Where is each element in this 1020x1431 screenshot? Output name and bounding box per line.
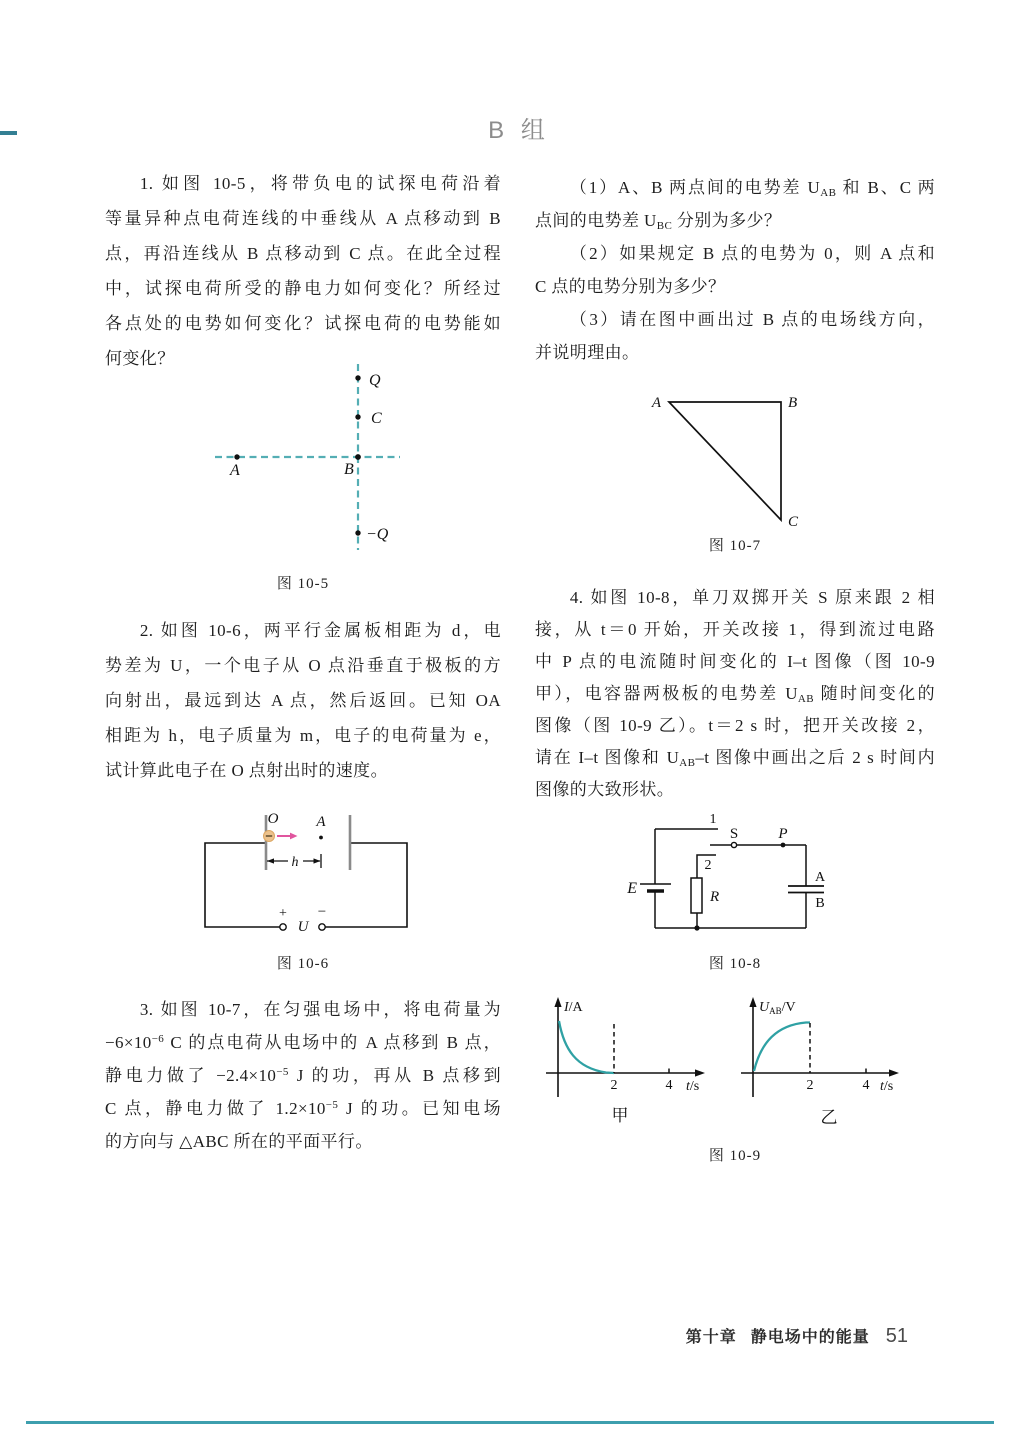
graph1-y-label: I/A: [564, 1000, 583, 1015]
graph2-tick-label-4: 4: [862, 1078, 870, 1093]
text-line: 点间的电势差 $U_{BC}$ 分别为多少？: [535, 211, 782, 232]
label-c: C: [371, 410, 382, 427]
velocity-arrow-head: [290, 833, 298, 840]
text-line: 静电力做了 $-2.4\times 10^{-5}$ J 的功，再从 B 点移到: [105, 1066, 502, 1085]
text-line: 相距为 h，电子质量为 m，电子的电荷量为 e，: [105, 726, 501, 745]
label-q-top: Q: [369, 372, 381, 389]
label-a-fig7: A: [651, 395, 661, 411]
label-p-point: P: [778, 826, 788, 842]
figure-10-5-caption: 图 10-5: [276, 576, 330, 592]
point-charge-negative-dot: [355, 530, 360, 535]
page-footer: [0, 1324, 908, 1348]
text-line: 2. 如图 10-6，两平行金属板相距为 d，电: [139, 621, 501, 640]
text-line: （3）请在图中画出过 B 点的电场线方向，: [569, 310, 935, 329]
figure-10-5: [210, 360, 410, 565]
label-e-battery: E: [627, 880, 637, 897]
resistor: [691, 878, 702, 913]
label-minus: −: [317, 904, 327, 920]
label-contact-2: 2: [704, 858, 712, 873]
text-line: C 点的电势分别为多少？: [535, 277, 726, 296]
graph1-decay-curve: [559, 1021, 614, 1073]
point-a-dot: [234, 454, 239, 459]
point-c-dot: [355, 414, 360, 419]
figure-10-9-caption: 图 10-9: [708, 1148, 762, 1164]
graph2-x-arrow: [889, 1069, 899, 1076]
figure-10-7-caption: 图 10-7: [708, 538, 762, 554]
problem-2-text: [105, 613, 501, 788]
figure-10-8: [620, 810, 850, 945]
point-p-dot: [781, 843, 786, 848]
label-s-switch: S: [729, 826, 739, 842]
label-c-fig7: C: [788, 514, 799, 530]
section-header: B 组: [488, 117, 550, 144]
text-line: 的方向与 △ABC 所在的平面平行。: [105, 1132, 373, 1151]
graph2-y-arrow: [749, 997, 756, 1007]
text-line: 试计算此电子在 O 点射出时的速度。: [105, 761, 388, 780]
problem-3-text: [105, 993, 501, 1158]
figure-10-8-caption: 图 10-8: [708, 956, 762, 972]
point-b-dot: [355, 454, 361, 460]
label-contact-1: 1: [709, 812, 717, 827]
graph2-tick-label-2: 2: [806, 1078, 814, 1093]
sub-questions-text: [535, 171, 935, 369]
label-h: h: [291, 855, 299, 870]
point-charge-positive-dot: [355, 375, 360, 380]
graph1-x-arrow: [695, 1069, 705, 1076]
figure-10-7: [640, 385, 830, 545]
text-line: 点，再沿连线从 B 点移动到 C 点。在此全过程: [105, 244, 501, 263]
figure-10-6: [200, 805, 420, 945]
graph1-y-arrow: [554, 997, 561, 1007]
text-line: 何变化？: [105, 349, 175, 368]
text-line: 请在 I–t 图像和 $U_{AB}-t$ 图像中画出之后 2 s 时间内: [535, 748, 935, 769]
label-q-bottom: −Q: [366, 526, 389, 543]
label-b: B: [344, 461, 354, 478]
graph2-y-label: $U_{AB}/V$: [759, 1000, 796, 1016]
positive-terminal: [280, 924, 286, 930]
graph1-tick-label-4: 4: [665, 1078, 673, 1093]
text-line: $-6\times 10^{-6}$ C 的点电荷从电场中的 A 点移到 B 点，: [105, 1033, 501, 1052]
text-line: 4. 如图 10-8，单刀双掷开关 S 原来跟 2 相: [569, 588, 935, 607]
label-u: U: [297, 919, 309, 935]
text-line: （1）A、B 两点间的电势差 $U_{AB}$ 和 B、C 两: [569, 178, 935, 199]
negative-terminal: [319, 924, 325, 930]
label-r-resistor: R: [710, 889, 720, 905]
text-line: 甲），电容器两极板的电势差 $U_{AB}$ 随时间变化的: [535, 684, 935, 705]
h-arrow-left: [267, 858, 274, 863]
graph1-tick-label-2: 2: [610, 1078, 618, 1093]
wire-left: [205, 843, 280, 927]
footer-chapter-title: 静电场中的能量: [750, 1329, 870, 1346]
label-a-fig6: A: [316, 814, 326, 830]
graph2-x-label: t/s: [880, 1079, 894, 1094]
figure-10-6-caption: 图 10-6: [276, 956, 330, 972]
switch-pivot: [731, 842, 736, 847]
text-line: 向射出，最远到达 A 点，然后返回。已知 OA: [105, 691, 501, 710]
graph1-name: 甲: [611, 1106, 629, 1125]
label-o: O: [267, 811, 279, 827]
point-a-dot-fig6: [319, 836, 323, 840]
label-b-fig7: B: [788, 395, 798, 411]
figure-10-9: [540, 995, 910, 1135]
footer-page-number: 51: [885, 1325, 908, 1347]
text-line: 接，从 t＝0 开始，开关改接 1，得到流过电路: [535, 620, 935, 639]
h-arrow-right: [314, 858, 321, 863]
graph2-rise-curve: [754, 1023, 810, 1072]
text-line: 图像（图 10-9 乙）。t＝2 s 时，把开关改接 2，: [535, 716, 935, 735]
problem-1-text: [105, 166, 501, 376]
label-capacitor-b: B: [815, 896, 825, 911]
problem-4-text: [535, 582, 935, 806]
text-line: 各点处的电势如何变化？试探电荷的电势能如: [105, 314, 501, 333]
graph2-name: 乙: [820, 1108, 838, 1127]
text-line: 3. 如图 10-7，在匀强电场中，将电荷量为: [139, 1000, 501, 1019]
text-line: 势差为 U，一个电子从 O 点沿垂直于极板的方: [105, 656, 501, 675]
graph1-x-label: t/s: [686, 1079, 700, 1094]
text-line: 1. 如图 10-5，将带负电的试探电荷沿着: [139, 174, 501, 193]
label-capacitor-a: A: [814, 870, 826, 885]
text-line: 并说明理由。: [535, 343, 640, 362]
text-line: C 点，静电力做了 $1.2\times 10^{-5}$ J 的功。已知电场: [105, 1099, 501, 1118]
triangle-abc: [669, 402, 781, 520]
label-plus: +: [279, 906, 287, 921]
text-line: （2）如果规定 B 点的电势为 0，则 A 点和: [569, 244, 935, 263]
text-line: 等量异种点电荷连线的中垂线从 A 点移动到 B: [105, 209, 501, 228]
text-line: 中 P 点的电流随时间变化的 I–t 图像（图 10-9: [535, 652, 935, 671]
bottom-accent-rule: [26, 1421, 994, 1424]
footer-chapter: 第十章: [685, 1329, 737, 1346]
text-line: 图像的大致形状。: [535, 780, 675, 799]
label-a: A: [230, 462, 240, 479]
text-line: 中，试探电荷所受的静电力如何变化？所经过: [105, 279, 501, 298]
wire-right: [325, 843, 407, 927]
